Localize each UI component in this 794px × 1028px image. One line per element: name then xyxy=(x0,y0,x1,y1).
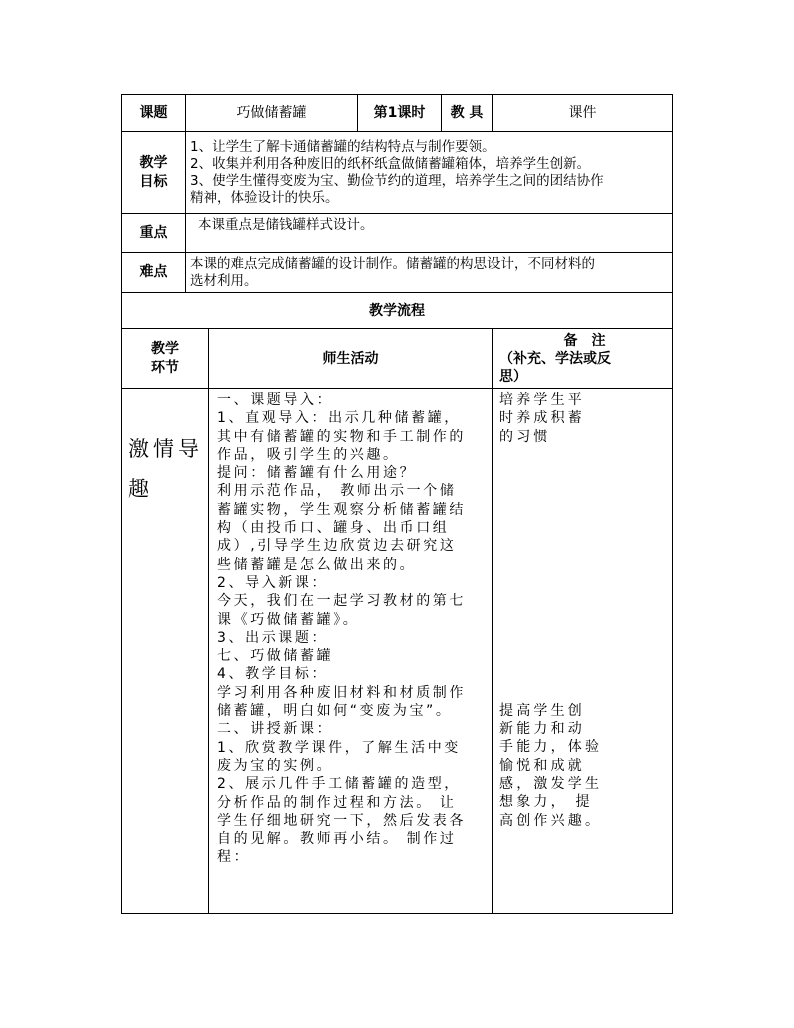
goals-text xyxy=(186,132,673,214)
topic-label: 课题 xyxy=(122,95,186,132)
activity-line: 储蓄罐，明白如何“变废为宝”。 xyxy=(217,703,453,720)
difficulty-line: 本课的难点完成储蓄罐的设计制作。储蓄罐的构思设计，不同材料的 xyxy=(190,255,595,272)
goal-line: 2、收集并利用各种废旧的纸杯纸盒做储蓄罐箱体，培养学生创新。 xyxy=(190,155,591,172)
difficulty-text xyxy=(186,253,673,293)
activity-line: 今天，我们在一起学习教材的第七 xyxy=(217,593,466,610)
activity-line: 其中有储蓄罐的实物和手工制作的 xyxy=(217,428,466,445)
activity-line: 蓄罐实物，学生观察分析储蓄罐结 xyxy=(217,501,466,518)
stage-name-line: 激情导 xyxy=(128,437,203,461)
activity-text xyxy=(209,389,493,914)
topic-value: 巧做储蓄罐 xyxy=(186,95,358,132)
activity-line: 自的见解。教师再小结。 制作过 xyxy=(217,831,457,848)
goal-line: 1、让学生了解卡通储蓄罐的结构特点与制作要领。 xyxy=(190,138,496,155)
stage-header-line: 教学 xyxy=(151,340,179,357)
note-line: 高创作兴趣。 xyxy=(499,812,603,829)
activity-line: 4、教学目标： xyxy=(217,666,329,683)
activity-line: 1、欣赏教学课件，了解生活中变 xyxy=(217,739,461,756)
note-line: 培养学生平 xyxy=(499,392,585,408)
lesson-plan-document xyxy=(121,94,672,914)
activity-line: 些储蓄罐是怎么做出来的。 xyxy=(217,556,417,573)
lesson-plan-table xyxy=(121,94,673,914)
difficulty-row xyxy=(122,253,673,293)
activity-line: 课《巧做储蓄罐》。 xyxy=(217,611,360,628)
activity-line: 分析作品的制作过程和方法。 让 xyxy=(217,794,457,811)
stage-name-line: 趣 xyxy=(128,477,153,501)
note-line: 提高学生创 xyxy=(499,702,585,719)
activity-line: 2、展示几件手工储蓄罐的造型， xyxy=(217,776,461,793)
activity-line: 1、直观导入：出示几种储蓄罐， xyxy=(217,410,461,427)
activity-line: 一、课题导入： xyxy=(217,392,334,408)
note-line: 愉悦和成就 xyxy=(499,757,585,774)
goals-label xyxy=(122,132,186,214)
activity-line: 学生仔细地研究一下，然后发表各 xyxy=(217,812,466,829)
activity-line: 二、讲授新课： xyxy=(217,721,334,738)
note-line: 感，激发学生 xyxy=(499,776,603,793)
note-text xyxy=(493,389,673,914)
note-line: 的习惯 xyxy=(499,428,551,445)
key-point-row xyxy=(122,214,673,253)
period-cell: 第1课时 xyxy=(358,95,442,132)
stage-header-line: 环节 xyxy=(151,359,179,376)
note-header-line: 备 注 xyxy=(563,332,606,349)
activity-line: 提问：储蓄罐有什么用途？ xyxy=(217,465,417,482)
note-line: 新能力和动 xyxy=(499,721,585,738)
stage-column-header xyxy=(122,329,209,389)
note-column-header xyxy=(493,329,673,389)
key-point-label: 重点 xyxy=(122,214,186,253)
note-header-line: 思） xyxy=(499,368,527,385)
activity-line: 作品，吸引学生的兴趣。 xyxy=(217,446,400,463)
note-line: 时养成积蓄 xyxy=(499,410,585,427)
note-header-line: （补充、学法或反 xyxy=(499,350,611,367)
stage-row xyxy=(122,389,673,914)
activity-line: 学习利用各种废旧材料和材质制作 xyxy=(217,684,466,701)
activity-line: 利用示范作品， 教师出示一个储 xyxy=(217,483,457,500)
note-line: 手能力，体验 xyxy=(499,739,603,756)
goals-row xyxy=(122,132,673,214)
key-point-text: 本课重点是储钱罐样式设计。 xyxy=(186,214,673,253)
aids-label: 教 具 xyxy=(442,95,493,132)
goal-line: 3、使学生懂得变废为宝、勤俭节约的道理，培养学生之间的团结协作 xyxy=(190,172,604,189)
activity-line: 成）,引导学生边欣赏边去研究这 xyxy=(217,538,457,555)
activity-line: 2、导入新课： xyxy=(217,574,329,591)
goals-label-line: 教学 xyxy=(139,154,168,171)
flow-title-row xyxy=(122,293,673,329)
goal-line: 精神，体验设计的快乐。 xyxy=(190,189,339,206)
note-line: 想象力， 提 xyxy=(499,794,593,811)
flow-title: 教学流程 xyxy=(122,293,673,329)
goals-label-line: 目标 xyxy=(139,173,168,190)
activity-line: 程： xyxy=(217,849,251,866)
flow-header-row xyxy=(122,329,673,389)
activity-column-header: 师生活动 xyxy=(209,329,493,389)
difficulty-line: 选材利用。 xyxy=(190,272,258,289)
activity-line: 七、巧做储蓄罐 xyxy=(217,648,334,665)
activity-line: 构（由投币口、罐身、出币口组 xyxy=(217,520,450,537)
header-row xyxy=(122,95,673,132)
activity-line: 废为宝的实例。 xyxy=(217,757,334,774)
difficulty-label: 难点 xyxy=(122,253,186,293)
note-spacer xyxy=(499,446,670,702)
stage-name xyxy=(122,389,209,914)
activity-line: 3、出示课题： xyxy=(217,629,329,646)
aids-value: 课件 xyxy=(493,95,673,132)
